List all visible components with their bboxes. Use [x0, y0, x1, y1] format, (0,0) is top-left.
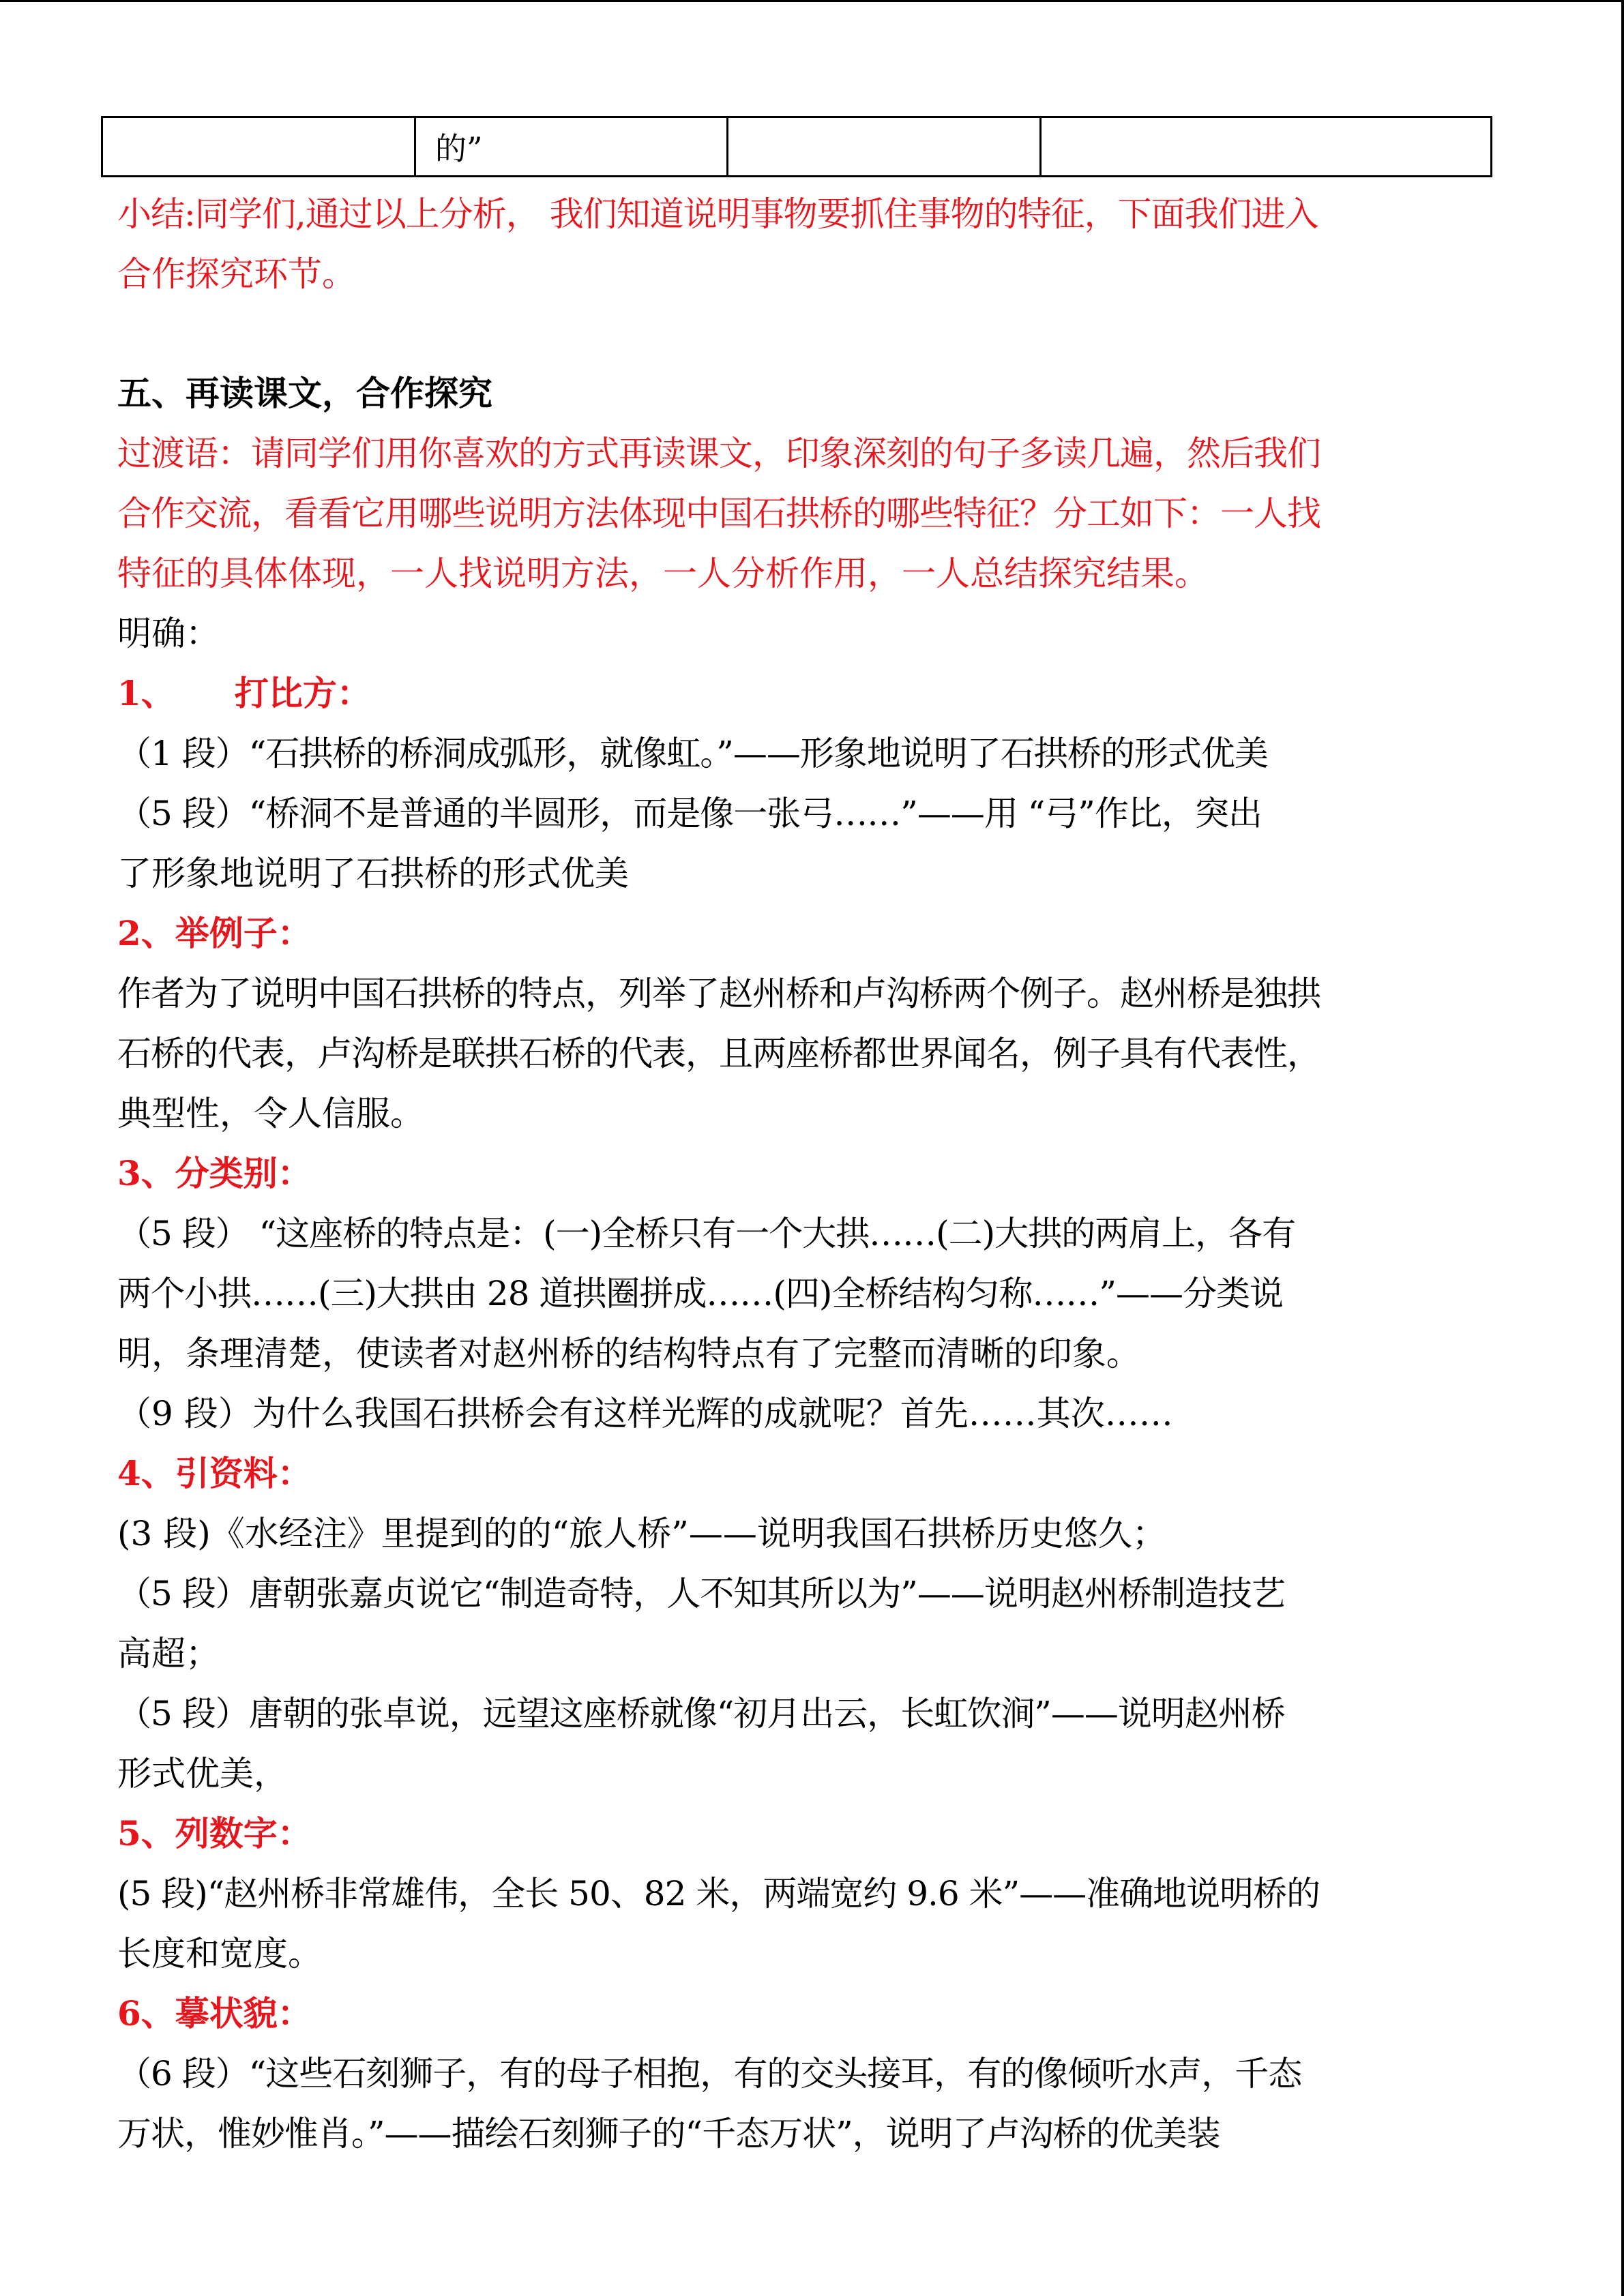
body-line: (5 段)“赵州桥非常雄伟，全长 50、82 米，两端宽约 9.6 米”——准确地说明桥的 [117, 1874, 1320, 1913]
body-line: （5 段）唐朝张嘉贞说它“制造奇特，人不知其所以为”——说明赵州桥制造技艺 [117, 1574, 1285, 1613]
body-line: 两个小拱……(三)大拱由 28 道拱圈拼成……(四)全桥结构匀称……”——分类说 [117, 1274, 1283, 1313]
page-top-border [0, 0, 1624, 2]
table-row [102, 117, 1492, 177]
body-line: （1 段）“石拱桥的桥洞成弧形，就像虹。”——形象地说明了石拱桥的形式优美 [117, 734, 1268, 773]
body-line: 作者为了说明中国石拱桥的特点，列举了赵州桥和卢沟桥两个例子。赵州桥是独拱 [117, 974, 1320, 1013]
transition-line: 过渡语：请同学们用你喜欢的方式再读课文，印象深刻的句子多读几遍，然后我们 [117, 434, 1320, 473]
transition-line: 特征的具体体现，一人找说明方法，一人分析作用，一人总结探究结果。 [117, 554, 1209, 593]
method-title: 5、列数字： [117, 1813, 312, 1853]
body-line: （5 段）唐朝的张卓说，远望这座桥就像“初月出云，长虹饮涧”——说明赵州桥 [117, 1694, 1285, 1733]
body-line: 了形象地说明了石拱桥的形式优美 [117, 854, 629, 893]
method-title: 4、引资料： [117, 1453, 312, 1493]
summary-line: 合作探究环节。 [117, 254, 356, 294]
method-title: 6、摹状貌： [117, 1993, 312, 2033]
section-heading: 五、再读课文，合作探究 [117, 373, 492, 413]
table-cell [1041, 117, 1492, 177]
method-title: 2、举例子： [117, 913, 312, 953]
body-line: 石桥的代表，卢沟桥是联拱石桥的代表，且两座桥都世界闻名，例子具有代表性， [117, 1034, 1320, 1073]
transition-line: 合作交流，看看它用哪些说明方法体现中国石拱桥的哪些特征？分工如下：一人找 [117, 494, 1320, 533]
body-line: 长度和宽度。 [117, 1934, 322, 1973]
method-title: 3、分类别： [117, 1153, 312, 1193]
body-line: 万状，惟妙惟肖。”——描绘石刻狮子的“千态万状”，说明了卢沟桥的优美装 [117, 2114, 1220, 2153]
body-line: （5 段） “这座桥的特点是：(一)全桥只有一个大拱……(二)大拱的两肩上，各有 [117, 1214, 1296, 1253]
page-right-border [1621, 0, 1624, 2296]
table-cell [728, 117, 1041, 177]
method-title: 1、 打比方： [117, 673, 371, 713]
body-line: 形式优美， [117, 1754, 288, 1793]
clarify-label: 明确： [117, 614, 220, 653]
table-cell: 的” [415, 117, 728, 177]
table-fragment [101, 116, 1492, 177]
body-line: 典型性，令人信服。 [117, 1094, 424, 1133]
table-cell [102, 117, 415, 177]
body-line: 明，条理清楚，使读者对赵州桥的结构特点有了完整而清晰的印象。 [117, 1334, 1140, 1373]
body-line: (3 段)《水经注》里提到的的“旅人桥”——说明我国石拱桥历史悠久； [117, 1514, 1166, 1553]
body-line: （6 段）“这些石刻狮子，有的母子相抱，有的交头接耳，有的像倾听水声，千态 [117, 2054, 1302, 2093]
body-line: （5 段）“桥洞不是普通的半圆形，而是像一张弓……”——用 “弓”作比，突出 [117, 794, 1262, 833]
summary-line: 小结:同学们,通过以上分析， 我们知道说明事物要抓住事物的特征，下面我们进入 [117, 194, 1318, 234]
body-line: 高超； [117, 1634, 220, 1673]
body-line: （9 段）为什么我国石拱桥会有这样光辉的成就呢？首先……其次…… [117, 1394, 1173, 1433]
